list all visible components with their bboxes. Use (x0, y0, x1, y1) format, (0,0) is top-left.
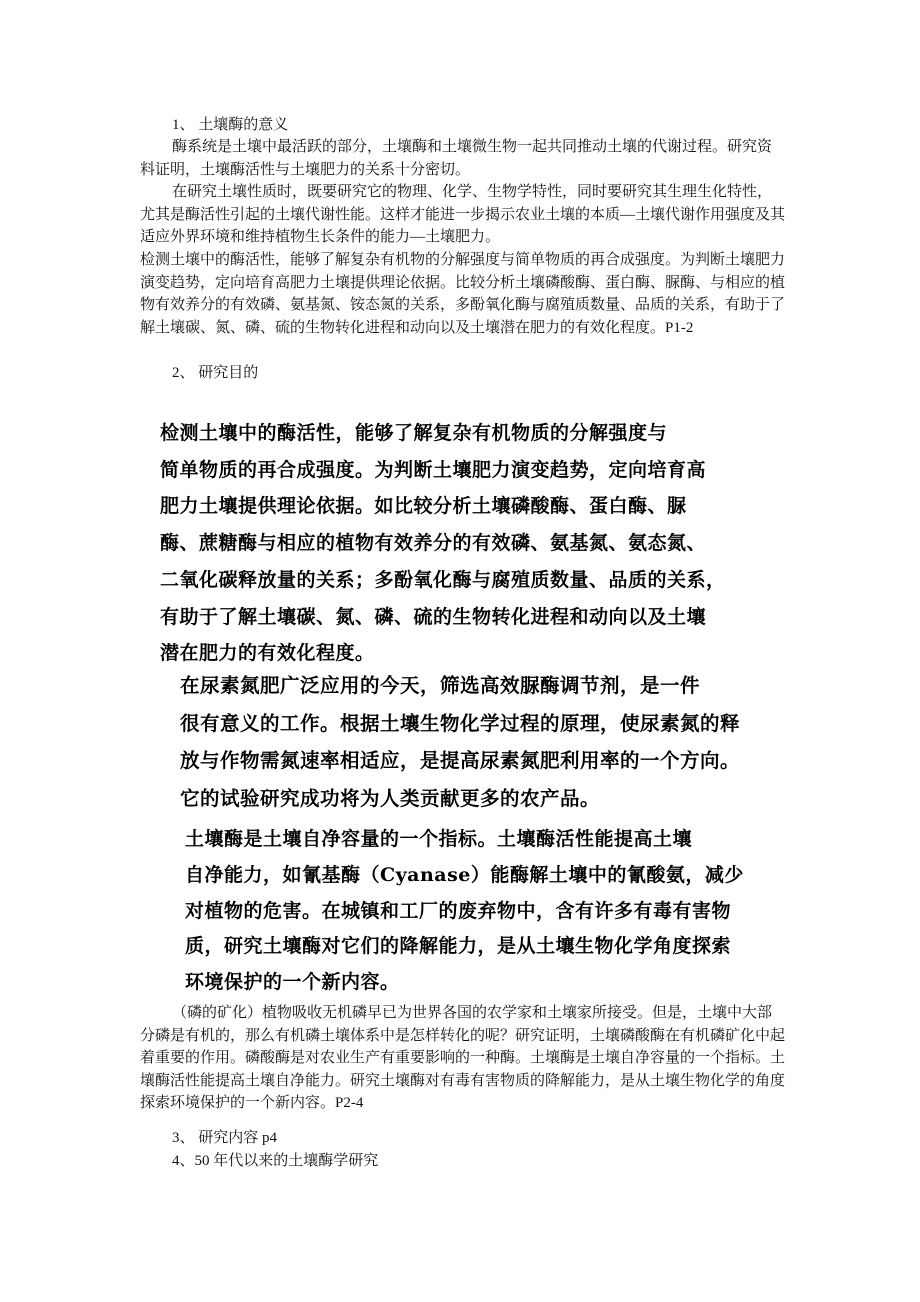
scanned-line: 有助于了解土壤碳、氮、磷、硫的生物转化进程和动向以及土壤 (160, 605, 707, 628)
scanned-excerpt-urease (180, 667, 740, 817)
section-1-paragraph-3: 检测土壤中的酶活性，能够了解复杂有机物的分解强度与简单物质的再合成强度。为判断土壤肥力演变趋势，定向培育高肥力土壤提供理论依据。比较分析土壤磷酸酶、蛋白酶、脲酶、与相应的植物有效养分的有效磷、氨基氮、铵态氮的关系，多酚氧化酶与腐殖质数量、品质的关系，有助于了解土壤碳、氮、磷、硫的生物转化进程和动向以及土壤潜在肥力的有效化程度。P1-2 (140, 252, 786, 336)
section-1-heading: 1、 土壤酶的意义 (172, 117, 289, 133)
scanned-line: 在尿素氮肥广泛应用的今天，筛选高效脲酶调节剂，是一件 (180, 674, 701, 697)
scanned-line: 肥力土壤提供理论依据。如比较分析土壤磷酸酶、蛋白酶、脲 (160, 495, 687, 518)
section-1-paragraph-2: 在研究土壤性质时，既要研究它的物理、化学、生物学特性，同时要研究其生理生化特性，尤其是酶活性引起的土壤代谢性能。这样才能进一步揭示农业土壤的本质—土壤代谢作用强度及其适应外界环境和维持植物生长条件的能力—土壤肥力。 (140, 184, 786, 246)
section-3-heading: 3、 研究内容 p4 (172, 1130, 278, 1146)
scanned-line: 很有意义的工作。根据土壤生物化学过程的原理，使尿素氮的释 (180, 711, 741, 735)
scanned-line: 酶、蔗糖酶与相应的植物有效养分的有效磷、氨基氮、氨态氮、 (160, 532, 707, 555)
scanned-line: 检测土壤中的酶活性，能够了解复杂有机物质的分解强度与 (160, 422, 668, 444)
scanned-line: 对植物的危害。在城镇和工厂的废弃物中，含有许多有毒有害物 (185, 899, 732, 922)
scanned-line: 质，研究土壤酶对它们的降解能力，是从土壤生物化学角度探索 (185, 935, 732, 958)
scanned-line: 二氧化碳释放量的关系；多酚氧化酶与腐殖质数量、品质的关系， (160, 568, 726, 591)
scanned-line: 它的试验研究成功将为人类贡献更多的农产品。 (180, 786, 601, 810)
section-2-heading: 2、 研究目的 (172, 365, 259, 381)
section-1-paragraph-1: 酶系统是土壤中最活跃的部分，土壤酶和土壤微生物一起共同推动土壤的代谢过程。研究资料证明，土壤酶活性与土壤肥力的关系十分密切。 (140, 139, 773, 178)
section-2-paragraph-phosphorus: （磷的矿化）植物吸收无机磷早已为世界各国的农学家和土壤家所接受。但是，土壤中大部分磷是有机的，那么有机磷土壤体系中是怎样转化的呢？研究证明，土壤磷酸酶在有机磷矿化中起着重要的作用。磷酸酶是对农业生产有重要影响的一种酶。土壤酶是土壤自净容量的一个指标。土壤酶活性能提高土壤自净能力。研究土壤酶对有毒有害物质的降解能力，是从土壤生物化学的角度探索环境保护的一个新内容。P2-4 (140, 1005, 786, 1112)
scanned-line: 潜在肥力的有效化程度。 (160, 642, 375, 665)
scanned-excerpt-self-purification (185, 822, 744, 1001)
section-4-heading: 4、50 年代以来的土壤酶学研究 (172, 1153, 379, 1169)
scanned-line: 简单物质的再合成强度。为判断土壤肥力演变趋势，定向培育高 (160, 458, 707, 481)
scanned-line: 环境保护的一个新内容。 (185, 971, 400, 994)
scanned-line: 自净能力，如氰基酶（Cyanase）能酶解土壤中的氰酸氨，减少 (185, 863, 744, 886)
scanned-line: 放与作物需氮速率相适应，是提高尿素氮肥利用率的一个方向。 (180, 749, 741, 772)
scanned-excerpt-research-purpose (160, 415, 726, 672)
scanned-line: 土壤酶是土壤自净容量的一个指标。土壤酶活性能提高土壤 (185, 828, 693, 850)
